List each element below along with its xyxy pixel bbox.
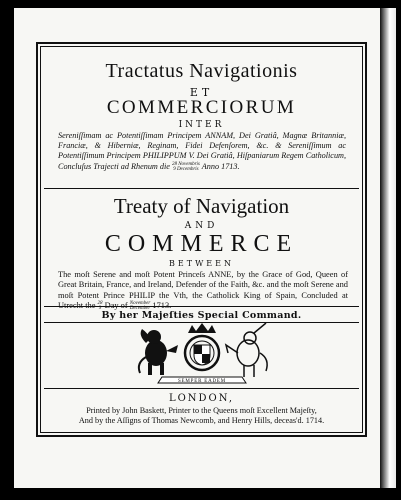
english-commerce: COMMERCE xyxy=(104,231,299,257)
imprint-line-1: Printed by John Baskett, Printer to the Queens moſt Excellent Majeſty, xyxy=(86,406,317,415)
imprint-line-2: And by the Aſſigns of Thomas Newcomb, and Henry Hills, deceas'd. 1714. xyxy=(78,416,325,426)
section-divider xyxy=(44,188,359,189)
english-between: BETWEEN xyxy=(169,259,234,268)
royal-command-line: By her Majeſties Special Command. xyxy=(101,310,302,321)
latin-commerciorum: COMMERCIORUM xyxy=(106,97,297,118)
latin-date-top: 28 Novembris xyxy=(171,161,200,167)
latin-title: Tractatus Navigationis xyxy=(105,60,298,82)
english-year: 1713. xyxy=(152,300,172,310)
latin-year: Anno 1713. xyxy=(201,161,240,171)
english-day-bottom: 9 xyxy=(98,305,102,311)
english-title: Treaty of Navigation xyxy=(113,194,290,218)
english-month-bottom: December xyxy=(129,305,151,311)
royal-coat-of-arms xyxy=(128,323,276,385)
latin-inter: INTER xyxy=(178,120,225,130)
imprint-rule xyxy=(44,388,359,389)
english-month-top: November xyxy=(129,300,151,306)
page-gutter xyxy=(380,8,396,488)
latin-date-fraction xyxy=(172,162,200,172)
english-and: AND xyxy=(184,221,219,231)
arms-ribbon-text: SEMPER EADEM xyxy=(177,379,227,385)
english-parties-text xyxy=(58,270,348,311)
latin-date-bottom: 9 Decembris xyxy=(173,166,199,172)
command-rule-top xyxy=(44,306,359,307)
english-day-top: 28 xyxy=(97,300,103,306)
latin-parties-text xyxy=(58,131,346,172)
english-day-word: Day of xyxy=(104,300,128,310)
latin-body-text: Sereniſſimam ac Potentiſſimam Principem ANNAM, Dei Gratiâ, Magnæ Britanniæ, Franciæ, & Hiberniæ, Reginam, Fidei Defenſorem, &c. & Sereniſſimum ac Potentiſſimum Principem PHILIPPUM V. Dei Gratiâ, Hiſpaniarum Regem Catholicum, Concluſus Trajecti ad Rhenum die xyxy=(58,131,346,171)
latin-et: ET xyxy=(189,86,214,99)
imprint-place: LONDON, xyxy=(168,393,235,404)
imprint-text xyxy=(44,406,359,427)
english-body-text: The moſt Serene and moſt Potent Princeſs ANNE, by the Grace of God, Queen of Great Britain, France, and Ireland, Defender of the Faith, &c. and the moſt Serene and moſt Potent Prince PHILIP the Vth, the Catholick King of Spain, Concluded at Utrecht the xyxy=(58,270,348,310)
